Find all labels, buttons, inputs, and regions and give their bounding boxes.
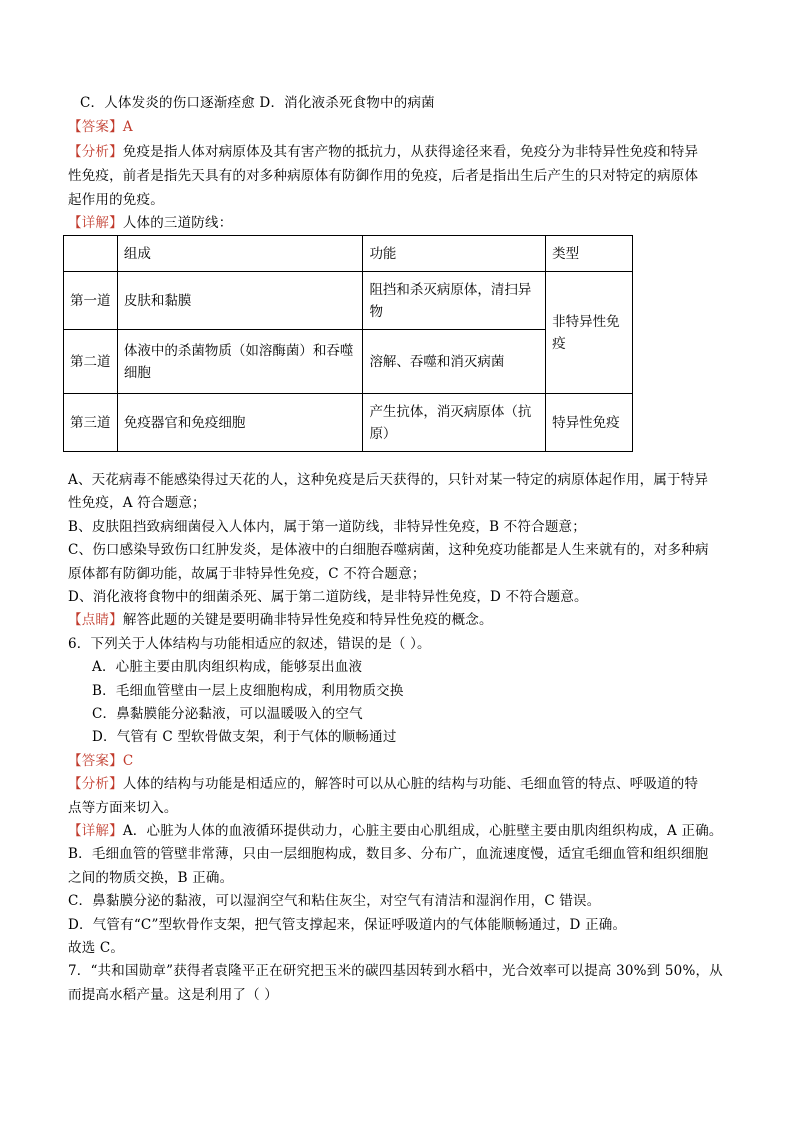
type-cell: 非特异性免疫 <box>546 272 633 394</box>
text-line <box>68 493 206 513</box>
line-text: C．鼻黏膜分泌的黏液，可以湿润空气和粘住灰尘，对空气有清洁和湿润作用，C 错误。 <box>68 893 601 910</box>
text-line <box>68 985 278 1005</box>
text-line <box>68 868 233 888</box>
analysis-text: 起作用的免疫。 <box>68 192 164 208</box>
function-cell: 产生抗体，消灭病原体（抗原） <box>363 394 546 452</box>
text-line <box>68 844 708 864</box>
line-text: C、伤口感染导致伤口红肿发炎，是体液中的白细胞吞噬病菌，这种免疫功能都是人生来就有的，对多种病 <box>68 542 709 559</box>
text-line <box>92 657 362 677</box>
line-text: C．鼻黏膜能分泌黏液，可以温暖吸入的空气 <box>92 706 363 722</box>
function-cell: 溶解、吞噬和消灭病菌 <box>363 330 546 394</box>
defense-table <box>63 235 633 452</box>
line-text: 点等方面来切入。 <box>68 799 178 816</box>
line-text: B、皮肤阻挡致病细菌侵入人体内，属于第一道防线，非特异性免疫，B 不符合题意； <box>68 518 586 535</box>
line-text: D．气管有“C”型软骨作支架，把气管支撑起来，保证呼吸道内的气体能顺畅通过，D 正确。 <box>68 916 627 933</box>
line-text: D、消化液将食物中的细菌杀死、属于第二道防线，是非特异性免疫，D 不符合题意。 <box>68 589 588 605</box>
line-text: 6．下列关于人体结构与功能相适应的叙述，错误的是（ ）。 <box>68 635 431 652</box>
composition-cell: 免疫器官和免疫细胞 <box>117 394 363 452</box>
line-text: 而提高水稻产量。这是利用了（ ） <box>68 986 278 1003</box>
analysis-line <box>68 166 698 186</box>
text-line <box>68 470 708 490</box>
section-tag: 【点睛】 <box>68 612 123 629</box>
text-line <box>68 774 698 794</box>
analysis-tag: 【分析】 <box>68 144 123 160</box>
text-line <box>68 821 723 841</box>
table-row <box>64 272 633 330</box>
table-header-cell: 组成 <box>117 236 363 272</box>
line-text: 人体的结构与功能是相适应的，解答时可以从心脏的结构与功能、毛细血管的特点、呼吸道的特 <box>122 776 699 793</box>
table-header-cell: 功能 <box>363 236 546 272</box>
text-line <box>68 798 178 818</box>
line-text: 故选 C。 <box>68 940 125 956</box>
section-tag: 【分析】 <box>68 776 123 793</box>
text-line <box>68 891 600 911</box>
text-line <box>92 704 363 724</box>
answer-tag: 【答案】 <box>68 119 123 135</box>
line-text: B．毛细血管壁由一层上皮细胞构成，利用物质交换 <box>92 682 404 699</box>
line-text: A、天花病毒不能感染得过天花的人，这种免疫是后天获得的，只针对某一特定的病原体起作用，属于特异 <box>68 472 709 488</box>
defense-name-cell: 第二道 <box>64 330 118 394</box>
text-line <box>68 517 586 537</box>
line-text: D．气管有 C 型软骨做支架，利于气体的顺畅通过 <box>92 729 397 746</box>
detail-line <box>68 213 232 233</box>
option-line <box>80 93 435 113</box>
line-text: B．毛细血管的管壁非常薄，只由一层细胞构成，数目多、分布广，血流速度慢，适宜毛细血管和组织细胞 <box>68 846 709 863</box>
function-cell: 阻挡和杀灭病原体，清扫异物 <box>363 272 546 330</box>
answer-line <box>68 117 133 137</box>
text-line <box>68 751 133 771</box>
text-line <box>68 540 709 560</box>
line-text: 性免疫，A 符合题意； <box>68 495 206 512</box>
line-text: 7．“共和国勋章”获得者袁隆平正在研究把玉米的碳四基因转到水稻中，光合效率可以提高 30%到 50%，从 <box>68 963 723 980</box>
line-text: 之间的物质交换，B 正确。 <box>68 869 234 886</box>
answer-value: A <box>122 119 133 135</box>
text-line <box>68 938 124 958</box>
table-header-row <box>64 236 633 272</box>
text-line <box>92 727 397 747</box>
analysis-text: 性免疫，前者是指先天具有的对多种病原体有防御作用的免疫，后者是指出生后产生的只对特定的病原体 <box>68 168 699 184</box>
text-line <box>68 634 431 654</box>
line-text: C <box>122 752 134 769</box>
line-text: A．心脏主要由肌肉组织构成，能够泵出血液 <box>92 659 363 676</box>
type-cell: 特异性免疫 <box>546 394 633 452</box>
section-tag: 【答案】 <box>68 752 123 769</box>
composition-cell: 皮肤和黏膜 <box>117 272 363 330</box>
section-tag: 【详解】 <box>68 823 123 839</box>
composition-cell: 体液中的杀菌物质（如溶酶菌）和吞噬细胞 <box>117 330 363 394</box>
line-text: A．心脏为人体的血液循环提供动力，心脏主要由心肌组成，心脏壁主要由肌肉组织构成，A 正确。 <box>122 823 723 839</box>
table-header-cell <box>64 236 118 272</box>
analysis-text: 免疫是指人体对病原体及其有害产物的抵抗力，从获得途径来看，免疫分为非特异性免疫和特异 <box>122 144 699 160</box>
text-line <box>68 564 426 584</box>
analysis-line <box>68 142 698 162</box>
text-line <box>92 681 404 701</box>
option-text: C．人体发炎的伤口逐渐痊愈 D．消化液杀死食物中的病菌 <box>80 95 435 111</box>
text-line <box>68 587 588 607</box>
text-line <box>68 961 723 981</box>
defense-name-cell: 第三道 <box>64 394 118 452</box>
text-line <box>68 915 626 935</box>
detail-tag: 【详解】 <box>68 215 123 231</box>
defense-name-cell: 第一道 <box>64 272 118 330</box>
text-line <box>68 610 493 630</box>
line-text: 解答此题的关键是要明确非特异性免疫和特异性免疫的概念。 <box>122 612 493 629</box>
detail-text: 人体的三道防线： <box>122 215 233 231</box>
table-row <box>64 394 633 452</box>
table-header-cell: 类型 <box>546 236 633 272</box>
line-text: 原体都有防御功能，故属于非特异性免疫，C 不符合题意； <box>68 565 426 582</box>
analysis-line <box>68 190 164 210</box>
